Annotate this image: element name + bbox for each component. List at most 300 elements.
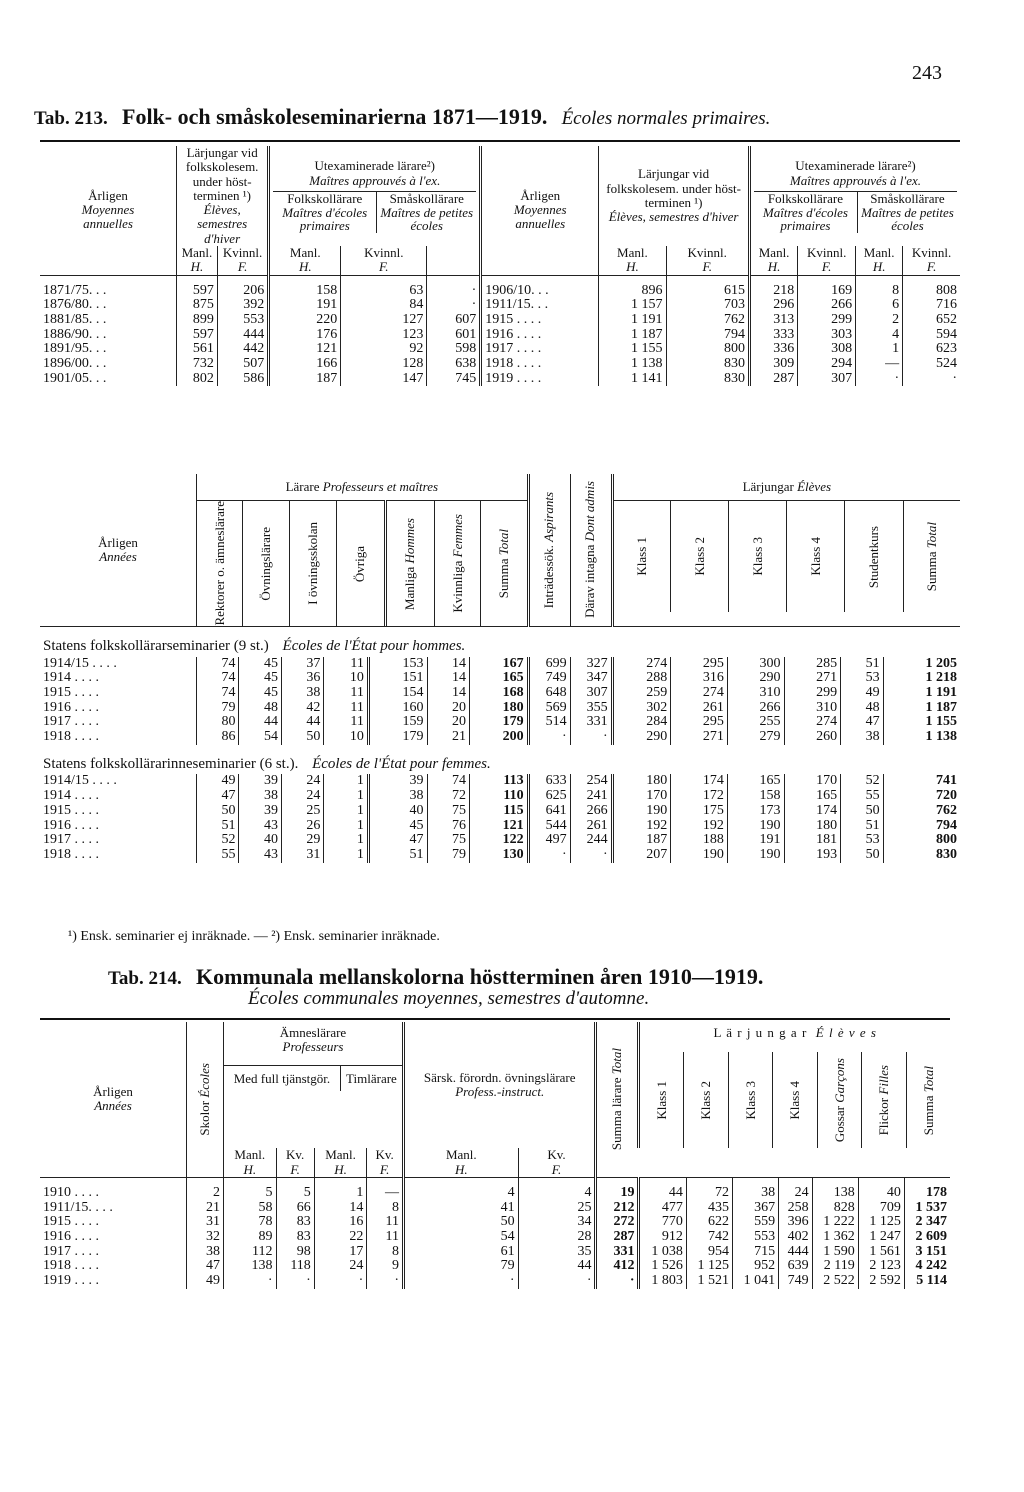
table-row — [40, 686, 960, 701]
tab213-footnote: ¹) Ensk. seminarier ej inräknade. — ²) Ensk. seminarier inräknade. — [68, 929, 440, 944]
cell: 25 — [281, 804, 323, 819]
cell: 21 — [187, 1201, 224, 1216]
cell: 19 — [596, 1177, 639, 1200]
cell: 79 — [427, 848, 469, 863]
cell: 74 — [197, 657, 239, 672]
tab213-title — [34, 104, 770, 130]
cell: 151 — [368, 671, 427, 686]
cell: 392 — [217, 298, 268, 313]
cell: 51 — [841, 819, 883, 834]
section-title: Statens folkskollärarseminarier (9 st.) — [43, 637, 269, 654]
cell: 514 — [528, 715, 570, 730]
cell: 138 — [812, 1177, 858, 1200]
cell: 45 — [368, 819, 427, 834]
cell: 287 — [749, 372, 797, 387]
table-row — [40, 298, 960, 313]
cell: 477 — [639, 1201, 686, 1216]
cell: 261 — [570, 819, 612, 834]
cell: 1 125 — [858, 1215, 904, 1230]
cell: 218 — [749, 275, 797, 298]
cell: 241 — [570, 789, 612, 804]
cell: 2 609 — [904, 1230, 950, 1245]
cell: 271 — [784, 671, 841, 686]
cell: 648 — [528, 686, 570, 701]
table-row — [40, 357, 960, 372]
cell: 98 — [276, 1245, 314, 1260]
tab214-label: Tab. 214. — [108, 968, 182, 989]
cell: 4 — [856, 328, 903, 343]
table-row — [40, 715, 960, 730]
cell: 72 — [686, 1177, 732, 1200]
row-label: 1906/10. . . — [481, 275, 599, 298]
cell: 74 — [197, 686, 239, 701]
cell: 43 — [239, 848, 281, 863]
cell: 40 — [858, 1177, 904, 1200]
cell: 22 — [314, 1230, 367, 1245]
cell: 3 151 — [904, 1245, 950, 1260]
cell: 34 — [518, 1215, 596, 1230]
cell: 279 — [727, 730, 784, 745]
cell: 121 — [269, 342, 341, 357]
cell: 732 — [177, 357, 218, 372]
cell: 24 — [779, 1177, 813, 1200]
cell: 121 — [470, 819, 529, 834]
cell: 16 — [314, 1215, 367, 1230]
cell: · — [224, 1274, 277, 1289]
cell: 633 — [528, 774, 570, 789]
cell: 180 — [784, 819, 841, 834]
cell: · — [314, 1274, 367, 1289]
cell: 50 — [197, 804, 239, 819]
cell: 652 — [903, 313, 960, 328]
cell: 54 — [403, 1230, 518, 1245]
cell: 367 — [732, 1201, 778, 1216]
cell: 625 — [528, 789, 570, 804]
cell: 38 — [732, 1177, 778, 1200]
cell: 41 — [403, 1201, 518, 1216]
cell: · — [596, 1274, 639, 1289]
cell: 1 590 — [812, 1245, 858, 1260]
cell: 259 — [612, 686, 671, 701]
cell: 45 — [239, 657, 281, 672]
table-row — [40, 1215, 950, 1230]
cell: 78 — [224, 1215, 277, 1230]
cell: 524 — [903, 357, 960, 372]
table-row — [40, 1177, 950, 1200]
cell: 1 222 — [812, 1215, 858, 1230]
cell: 38 — [368, 789, 427, 804]
cell: · — [570, 730, 612, 745]
cell: 31 — [187, 1215, 224, 1230]
cell: 40 — [239, 833, 281, 848]
cell: 290 — [612, 730, 671, 745]
row-label: 1911/15. . . . — [43, 1199, 113, 1215]
row-label: 1918 . . . . — [43, 846, 99, 862]
cell: 110 — [470, 789, 529, 804]
col-arligen2: Årligen Années — [98, 534, 138, 564]
cell: 1 141 — [599, 372, 666, 387]
tab214-table: Årligen Années Skolor Écoles Ämneslärare Professeurs Med full tjänstgör. Timlärare Särsk. förordn. övningslärare Profess.-instruct. Summa lärare Total L ä r j u n g a r É l è v e s Klass 1 Klass 2 Klass 3 Klass 4 Gossar Garçons Flickor Filles Summa Total Manl. H. Kv. F. Manl. H. Kv. F. Manl. H. Kv. F. 1910 . . . . 2 5 5 1 — 4 4 19 44 72 38 24 138 40 178 1911/15. . . . 21 58 66 14 8 41 25 212 477 435 367 258 828 709 1 537 1915 . . . . 31 78 83 16 11 50 34 272 770 622 559 396 1 222 1 125 2 347 1916 . . . . 32 89 83 22 11 54 28 287 912 742 553 402 1 362 1 247 2 609 1917 . . . . 38 112 98 17 8 61 35 331 1 038 954 715 444 1 590 1 561 3 151 1918 . . . . 47 138 118 24 9 79 44 412 1 526 1 125 952 639 2 119 2 123 4 242 1919 . . . . 49 · · · · · · · 1 803 1 521 1 041 749 2 522 2 592 5 114 — [40, 1022, 950, 1289]
row-label: 1891/95. . . — [43, 341, 107, 357]
cell: 21 — [427, 730, 469, 745]
cell: 720 — [883, 789, 960, 804]
cell: 44 — [239, 715, 281, 730]
row-label: 1881/85. . . — [43, 312, 107, 328]
cell: 1 038 — [639, 1245, 686, 1260]
cell: 2 — [187, 1177, 224, 1200]
cell: 187 — [612, 833, 671, 848]
cell: 54 — [239, 730, 281, 745]
cell: 160 — [368, 701, 427, 716]
row-label: 1917 . . . . — [43, 1243, 99, 1259]
col-arligen: Årligen Moyennes annuelles — [81, 187, 135, 232]
row-label: 1914 . . . . — [43, 670, 99, 686]
cell: 174 — [784, 804, 841, 819]
tab214-subtitle: Écoles communales moyennes, semestres d'automne. — [248, 988, 650, 1009]
cell: 6 — [856, 298, 903, 313]
cell: 497 — [528, 833, 570, 848]
cell: 5 — [224, 1177, 277, 1200]
cell: 294 — [798, 357, 856, 372]
cell: 4 — [518, 1177, 596, 1200]
cell: 830 — [883, 848, 960, 863]
cell: · — [528, 730, 570, 745]
cell: 192 — [671, 819, 728, 834]
cell: 703 — [666, 298, 749, 313]
row-label: 1876/80. . . — [43, 297, 107, 313]
cell: 75 — [427, 804, 469, 819]
table-row — [40, 819, 960, 834]
cell: 347 — [570, 671, 612, 686]
cell: 158 — [727, 789, 784, 804]
cell: 254 — [570, 774, 612, 789]
cell: 274 — [671, 686, 728, 701]
cell: 1 191 — [883, 686, 960, 701]
cell: 4 242 — [904, 1259, 950, 1274]
cell: 212 — [596, 1201, 639, 1216]
table-row — [40, 701, 960, 716]
cell: 44 — [518, 1259, 596, 1274]
cell: 49 — [197, 774, 239, 789]
cell: 1 157 — [599, 298, 666, 313]
cell: 741 — [883, 774, 960, 789]
cell: 24 — [314, 1259, 367, 1274]
cell: 1 187 — [599, 328, 666, 343]
cell: 745 — [427, 372, 481, 387]
cell: 83 — [276, 1215, 314, 1230]
cell: 586 — [217, 372, 268, 387]
cell: 14 — [427, 657, 469, 672]
cell: 11 — [367, 1230, 404, 1245]
cell: 165 — [470, 671, 529, 686]
cell: 709 — [858, 1201, 904, 1216]
row-label: 1916 . . . . — [43, 699, 99, 715]
row-label: 1917 . . . . — [481, 342, 599, 357]
cell: 355 — [570, 701, 612, 716]
t214-col-arligen: Årligen Années — [93, 1084, 133, 1114]
cell: · — [570, 848, 612, 863]
cell: 561 — [177, 342, 218, 357]
cell: 200 — [470, 730, 529, 745]
cell: 11 — [324, 715, 368, 730]
cell: 89 — [224, 1230, 277, 1245]
cell: 38 — [187, 1245, 224, 1260]
cell: 396 — [779, 1215, 813, 1230]
cell: 896 — [599, 275, 666, 298]
cell: 207 — [612, 848, 671, 863]
page-number: 243 — [912, 62, 942, 84]
cell: 153 — [368, 657, 427, 672]
cell: 1 125 — [686, 1259, 732, 1274]
cell: 127 — [341, 313, 427, 328]
row-label: 1918 . . . . — [481, 357, 599, 372]
cell: 327 — [570, 657, 612, 672]
cell: 14 — [427, 686, 469, 701]
cell: 1 187 — [883, 701, 960, 716]
cell: 2 522 — [812, 1274, 858, 1289]
cell: 1 — [324, 774, 368, 789]
row-label: 1915 . . . . — [43, 1214, 99, 1230]
cell: 51 — [197, 819, 239, 834]
cell: 794 — [883, 819, 960, 834]
section-title-fr: Écoles de l'État pour femmes. — [308, 755, 491, 772]
cell: 50 — [403, 1215, 518, 1230]
cell: 435 — [686, 1201, 732, 1216]
cell: 11 — [324, 701, 368, 716]
cell: 74 — [197, 671, 239, 686]
cell: 2 123 — [858, 1259, 904, 1274]
cell: 74 — [427, 774, 469, 789]
top-rule — [40, 140, 960, 142]
cell: 244 — [570, 833, 612, 848]
cell: 17 — [314, 1245, 367, 1260]
t214-col-skolor: Skolor Écoles — [187, 1022, 224, 1177]
cell: — — [856, 357, 903, 372]
cell: 42 — [281, 701, 323, 716]
row-label: 1918 . . . . — [43, 1258, 99, 1274]
cell: 14 — [427, 671, 469, 686]
tab214-top-rule — [40, 1018, 950, 1020]
cell: 45 — [239, 671, 281, 686]
cell: 4 — [403, 1177, 518, 1200]
cell: 170 — [784, 774, 841, 789]
cell: 1 537 — [904, 1201, 950, 1216]
cell: 258 — [779, 1201, 813, 1216]
cell: 800 — [883, 833, 960, 848]
table-row — [40, 313, 960, 328]
cell: 2 119 — [812, 1259, 858, 1274]
cell: 47 — [187, 1259, 224, 1274]
cell: 742 — [686, 1230, 732, 1245]
cell: 274 — [784, 715, 841, 730]
cell: 302 — [612, 701, 671, 716]
col-larjungar-r: Lärjungar vid folkskolesem. under höst-terminen ¹) Élèves, semestres d'hiver — [599, 146, 750, 246]
cell: 158 — [269, 275, 341, 298]
cell: · — [856, 372, 903, 387]
tab213-label: Tab. 213. — [34, 108, 108, 129]
table-row — [40, 848, 960, 863]
tab213-heading: Folk- och småskoleseminarierna 1871—1919. — [122, 104, 548, 129]
cell: 308 — [798, 342, 856, 357]
cell: 261 — [671, 701, 728, 716]
cell: 86 — [197, 730, 239, 745]
cell: 830 — [666, 357, 749, 372]
cell: 24 — [281, 774, 323, 789]
cell: 802 — [177, 372, 218, 387]
row-label: 1919 . . . . — [481, 372, 599, 387]
cell: 716 — [903, 298, 960, 313]
cell: 169 — [798, 275, 856, 298]
cell: 912 — [639, 1230, 686, 1245]
cell: 190 — [671, 848, 728, 863]
cell: 14 — [314, 1201, 367, 1216]
row-label: 1916 . . . . — [43, 817, 99, 833]
cell: 762 — [883, 804, 960, 819]
row-label: 1917 . . . . — [43, 832, 99, 848]
cell: 191 — [269, 298, 341, 313]
cell: 50 — [281, 730, 323, 745]
cell: 641 — [528, 804, 570, 819]
cell: 266 — [798, 298, 856, 313]
cell: 188 — [671, 833, 728, 848]
cell: 1 — [314, 1177, 367, 1200]
cell: 47 — [368, 833, 427, 848]
cell: 1 205 — [883, 657, 960, 672]
cell: 52 — [841, 774, 883, 789]
cell: 190 — [727, 848, 784, 863]
cell: 800 — [666, 342, 749, 357]
cell: 25 — [518, 1201, 596, 1216]
cell: 296 — [749, 298, 797, 313]
cell: 11 — [324, 686, 368, 701]
row-label: 1911/15. . . — [481, 298, 599, 313]
cell: 442 — [217, 342, 268, 357]
cell: 26 — [281, 819, 323, 834]
cell: 55 — [841, 789, 883, 804]
cell: 333 — [749, 328, 797, 343]
row-label: 1886/90. . . — [43, 326, 107, 342]
cell: 1 138 — [599, 357, 666, 372]
cell: 1 218 — [883, 671, 960, 686]
cell: 553 — [217, 313, 268, 328]
row-label: 1919 . . . . — [43, 1273, 99, 1289]
cell: 123 — [341, 328, 427, 343]
cell: 412 — [596, 1259, 639, 1274]
cell: 828 — [812, 1201, 858, 1216]
cell: 128 — [341, 357, 427, 372]
cell: 11 — [324, 657, 368, 672]
cell: 176 — [269, 328, 341, 343]
cell: 172 — [671, 789, 728, 804]
table-row — [40, 833, 960, 848]
cell: 167 — [470, 657, 529, 672]
cell: 1 526 — [639, 1259, 686, 1274]
cell: 310 — [784, 701, 841, 716]
cell: 118 — [276, 1259, 314, 1274]
row-label: 1916 . . . . — [481, 328, 599, 343]
cell: 284 — [612, 715, 671, 730]
table-row — [40, 774, 960, 789]
cell: 47 — [841, 715, 883, 730]
col-darav: Därav intagna Dont admis — [570, 474, 612, 626]
cell: 954 — [686, 1245, 732, 1260]
col-larare: Lärare Professeurs et maîtres Rektorer o. ämneslärare Övningslärare I övningsskolan Övriga Manliga Hommes Kvinnliga Femmes Summa Total — [197, 474, 529, 626]
cell: 313 — [749, 313, 797, 328]
cell: 1 — [324, 804, 368, 819]
cell: 544 — [528, 819, 570, 834]
cell: 623 — [903, 342, 960, 357]
cell: 115 — [470, 804, 529, 819]
cell: 154 — [368, 686, 427, 701]
cell: 2 — [856, 313, 903, 328]
cell: 316 — [671, 671, 728, 686]
cell: 53 — [841, 671, 883, 686]
table-row — [40, 1245, 950, 1260]
cell: · — [903, 372, 960, 387]
cell: 61 — [403, 1245, 518, 1260]
cell: 9 — [367, 1259, 404, 1274]
cell: 187 — [269, 372, 341, 387]
cell: · — [528, 848, 570, 863]
row-label: 1914/15 . . . . — [43, 773, 117, 789]
cell: 175 — [671, 804, 728, 819]
cell: 402 — [779, 1230, 813, 1245]
cell: 84 — [341, 298, 427, 313]
cell: 638 — [427, 357, 481, 372]
cell: 699 — [528, 657, 570, 672]
cell: 166 — [269, 357, 341, 372]
cell: 79 — [403, 1259, 518, 1274]
cell: 274 — [612, 657, 671, 672]
cell: 45 — [239, 686, 281, 701]
cell: 179 — [470, 715, 529, 730]
cell: 72 — [427, 789, 469, 804]
cell: 10 — [324, 671, 368, 686]
table-row — [40, 342, 960, 357]
cell: 444 — [779, 1245, 813, 1260]
cell: 40 — [368, 804, 427, 819]
cell: 597 — [177, 275, 218, 298]
row-label: 1915 . . . . — [43, 802, 99, 818]
row-label: 1871/75. . . — [43, 282, 107, 298]
cell: 597 — [177, 328, 218, 343]
cell: 952 — [732, 1259, 778, 1274]
cell: 79 — [197, 701, 239, 716]
cell: 49 — [841, 686, 883, 701]
table-row — [40, 789, 960, 804]
cell: 165 — [727, 774, 784, 789]
cell: 159 — [368, 715, 427, 730]
tab214-heading: Kommunala mellanskolorna höstterminen åren 1910—1919. — [196, 964, 764, 989]
cell: 288 — [612, 671, 671, 686]
cell: 290 — [727, 671, 784, 686]
cell: 1 — [324, 848, 368, 863]
t214-col-summa-larare: Summa lärare Total — [596, 1022, 639, 1177]
cell: 295 — [671, 715, 728, 730]
row-label: 1910 . . . . — [43, 1184, 99, 1200]
cell: 310 — [727, 686, 784, 701]
t214-col-amneslarare: Ämneslärare Professeurs Med full tjänstgör. Timlärare — [224, 1022, 404, 1148]
cell: 35 — [518, 1245, 596, 1260]
cell: 28 — [518, 1230, 596, 1245]
col-larjungar2: Lärjungar Élèves Klass 1 Klass 2 Klass 3 Klass 4 Studentkurs Summa Total — [612, 474, 960, 626]
section-title: Statens folkskollärarinneseminarier (6 st.). — [43, 755, 299, 772]
cell: 559 — [732, 1215, 778, 1230]
cell: 180 — [470, 701, 529, 716]
t214-col-sarsk: Särsk. förordn. övningslärare Profess.-instruct. — [403, 1022, 596, 1148]
cell: 749 — [528, 671, 570, 686]
cell: 55 — [197, 848, 239, 863]
